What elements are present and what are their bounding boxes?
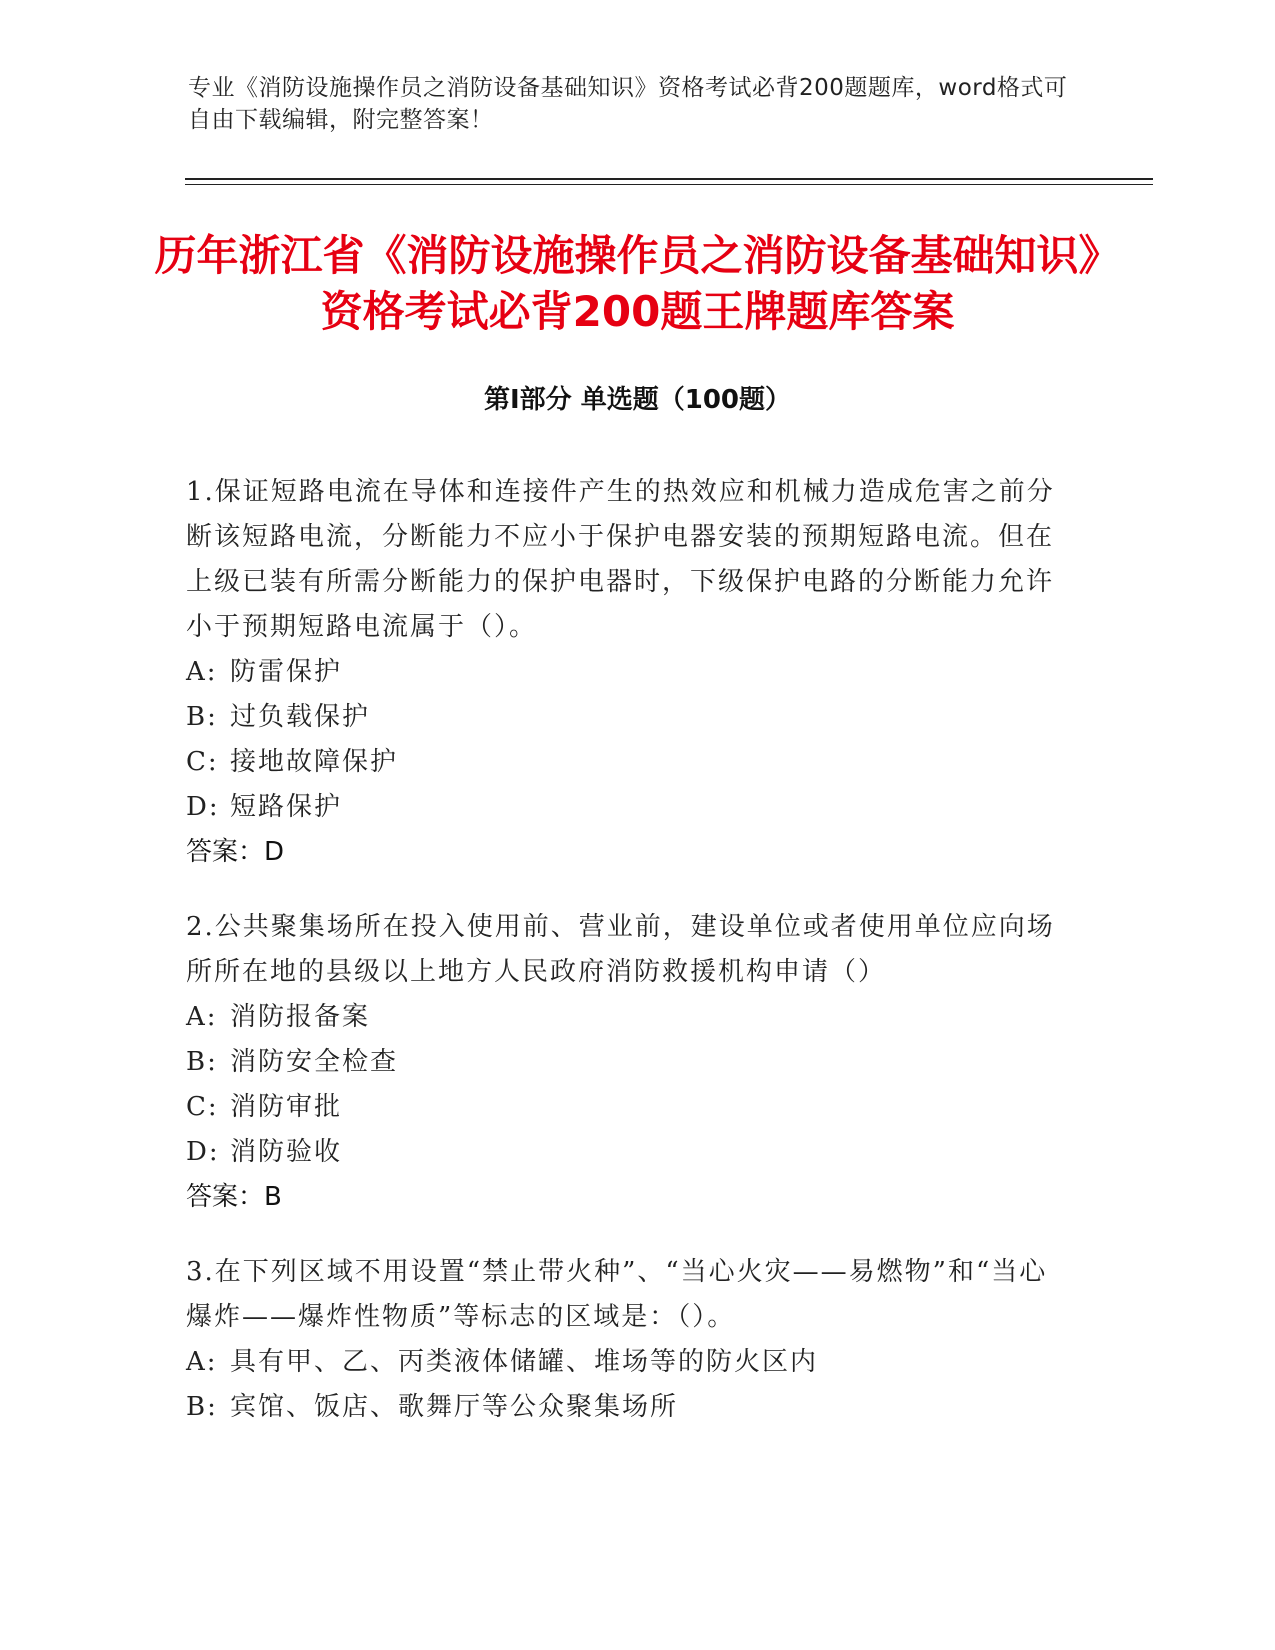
option-key: A: — [186, 657, 218, 687]
option-text: 过负载保护 — [230, 702, 371, 732]
option-key: B: — [186, 1047, 218, 1077]
option-a — [186, 1340, 1066, 1385]
question-2 — [186, 905, 1066, 1220]
option-c — [186, 740, 1066, 785]
option-a — [186, 650, 1066, 695]
option-key: C: — [186, 747, 219, 777]
option-key: B: — [186, 1392, 218, 1422]
option-key: D: — [186, 1137, 220, 1167]
option-d — [186, 785, 1066, 830]
option-text: 宾馆、饭店、歌舞厅等公众聚集场所 — [230, 1392, 679, 1422]
option-key: A: — [186, 1002, 218, 1032]
question-stem: 2.公共聚集场所在投入使用前、营业前，建设单位或者使用单位应向场所所在地的县级以上地方人民政府消防救援机构申请（） — [186, 912, 1055, 987]
option-d — [186, 1130, 1066, 1175]
question-1 — [186, 470, 1066, 875]
option-a — [186, 995, 1066, 1040]
option-key: D: — [186, 792, 220, 822]
answer-line: 答案：B — [186, 1182, 282, 1212]
answer-line: 答案：D — [186, 837, 285, 867]
header-divider-thick — [185, 178, 1153, 180]
section-title: 第Ⅰ部分 单选题（100题） — [484, 385, 791, 415]
header-note: 专业《消防设施操作员之消防设备基础知识》资格考试必背200题题库，word格式可自由下载编辑，附完整答案！ — [188, 75, 1068, 133]
document-title: 历年浙江省《消防设施操作员之消防设备基础知识》资格考试必背200题王牌题库答案 — [154, 231, 1121, 336]
option-text: 接地故障保护 — [230, 747, 399, 777]
question-stem: 3.在下列区域不用设置“禁止带火种”、“当心火灾——易燃物”和“当心爆炸——爆炸性物质”等标志的区域是：（）。 — [186, 1257, 1048, 1332]
question-list — [186, 470, 1066, 1460]
option-b — [186, 1385, 1066, 1430]
option-key: A: — [186, 1347, 218, 1377]
option-key: B: — [186, 702, 218, 732]
question-3 — [186, 1250, 1066, 1430]
option-text: 短路保护 — [230, 792, 343, 822]
option-b — [186, 695, 1066, 740]
option-text: 具有甲、乙、丙类液体储罐、堆场等的防火区内 — [230, 1347, 819, 1377]
header-divider-thin — [185, 184, 1153, 185]
option-text: 消防报备案 — [230, 1002, 371, 1032]
option-text: 防雷保护 — [230, 657, 343, 687]
option-b — [186, 1040, 1066, 1085]
option-text: 消防安全检查 — [230, 1047, 399, 1077]
question-stem: 1.保证短路电流在导体和连接件产生的热效应和机械力造成危害之前分断该短路电流，分断能力不应小于保护电器安装的预期短路电流。但在上级已装有所需分断能力的保护电器时，下级保护电路的分断能力允许小于预期短路电流属于（）。 — [186, 477, 1055, 642]
option-c — [186, 1085, 1066, 1130]
option-text: 消防审批 — [230, 1092, 343, 1122]
option-text: 消防验收 — [230, 1137, 343, 1167]
option-key: C: — [186, 1092, 219, 1122]
